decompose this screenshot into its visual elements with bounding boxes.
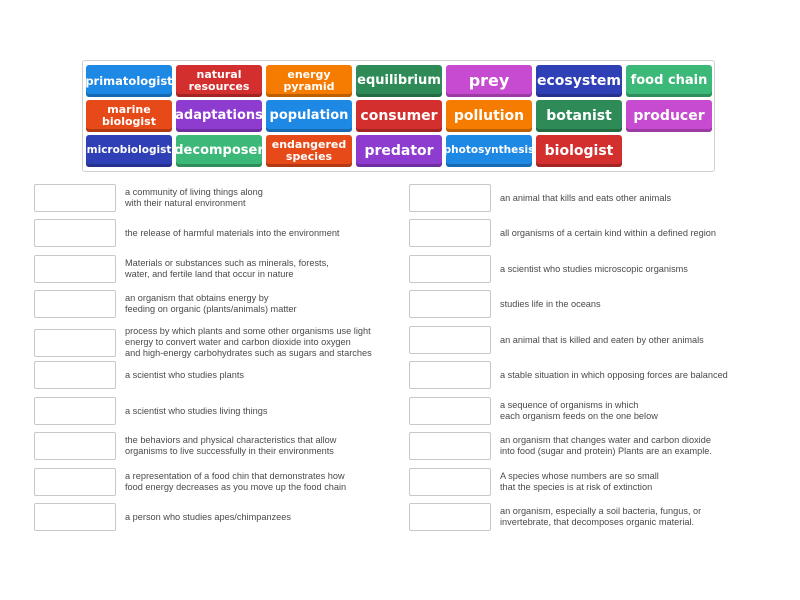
answer-drop-box[interactable]	[409, 326, 491, 354]
answer-drop-box[interactable]	[409, 184, 491, 212]
definition-text: the release of harmful materials into the environment	[125, 227, 340, 238]
answer-drop-box[interactable]	[409, 255, 491, 283]
definition-text: A species whose numbers are so small that the species is at risk of extinction	[500, 471, 659, 492]
definition-text: an animal that is killed and eaten by other animals	[500, 334, 704, 345]
definition-text: an organism that obtains energy by feeding on organic (plants/animals) matter	[125, 293, 297, 314]
answer-drop-box[interactable]	[34, 432, 116, 460]
match-row-left	[34, 503, 291, 531]
word-tile[interactable]: ecosystem	[536, 65, 622, 97]
match-row-right	[409, 503, 701, 531]
answer-drop-box[interactable]	[409, 432, 491, 460]
match-row-right	[409, 361, 728, 389]
word-tile[interactable]: equilibrium	[356, 65, 442, 97]
definition-text: a scientist who studies plants	[125, 369, 244, 380]
word-bank	[82, 60, 715, 172]
match-row-right	[409, 432, 712, 460]
word-tile[interactable]: adaptations	[176, 100, 262, 132]
match-row-left	[34, 255, 329, 283]
answer-drop-box[interactable]	[409, 361, 491, 389]
match-row-left	[34, 326, 372, 359]
definition-text: a scientist who studies living things	[125, 405, 268, 416]
definition-text: a person who studies apes/chimpanzees	[125, 511, 291, 522]
word-tile[interactable]: marine biologist	[86, 100, 172, 132]
definition-text: an organism, especially a soil bacteria, fungus, or invertebrate, that decomposes organic material.	[500, 506, 702, 527]
match-row-left	[34, 184, 263, 212]
definition-text: studies life in the oceans	[500, 298, 601, 309]
match-row-right	[409, 397, 658, 425]
match-row-right	[409, 219, 716, 247]
word-tile[interactable]: biologist	[536, 135, 622, 167]
word-tile[interactable]: prey	[446, 65, 532, 97]
word-tile[interactable]: energy pyramid	[266, 65, 352, 97]
answer-drop-box[interactable]	[409, 290, 491, 318]
match-row-left	[34, 290, 297, 318]
definition-text: a community of living things along with their natural environment	[125, 187, 263, 208]
definition-text: all organisms of a certain kind within a defined region	[500, 227, 717, 238]
word-tile[interactable]: pollution	[446, 100, 532, 132]
word-tile[interactable]: decomposer	[176, 135, 262, 167]
match-row-right	[409, 468, 659, 496]
answer-drop-box[interactable]	[34, 184, 116, 212]
match-row-left	[34, 468, 346, 496]
answer-drop-box[interactable]	[409, 397, 491, 425]
definition-text: process by which plants and some other organisms use light energy to convert water and carbon dioxide into oxygen and high-energy carbohydrates such as sugars and starches	[125, 326, 372, 358]
word-tile[interactable]: food chain	[626, 65, 712, 97]
answer-drop-box[interactable]	[34, 290, 116, 318]
word-tile[interactable]: endangered species	[266, 135, 352, 167]
answer-drop-box[interactable]	[34, 468, 116, 496]
answer-drop-box[interactable]	[34, 255, 116, 283]
answer-drop-box[interactable]	[34, 503, 116, 531]
definition-text: Materials or substances such as minerals, forests, water, and fertile land that occur in nature	[125, 258, 329, 279]
answer-drop-box[interactable]	[34, 329, 116, 357]
definition-text: an animal that kills and eats other animals	[500, 192, 672, 203]
definition-text: a scientist who studies microscopic organisms	[500, 263, 688, 274]
match-row-left	[34, 397, 267, 425]
word-tile[interactable]: botanist	[536, 100, 622, 132]
definition-text: a stable situation in which opposing forces are balanced	[500, 369, 728, 380]
word-tile[interactable]: consumer	[356, 100, 442, 132]
match-row-right	[409, 184, 671, 212]
answer-drop-box[interactable]	[409, 219, 491, 247]
word-tile[interactable]: microbiologist	[86, 135, 172, 167]
answer-drop-box[interactable]	[409, 468, 491, 496]
word-tile[interactable]: natural resources	[176, 65, 262, 97]
word-tile[interactable]: producer	[626, 100, 712, 132]
match-row-left	[34, 219, 339, 247]
definition-text: a representation of a food chin that demonstrates how food energy decreases as you move up the food chain	[125, 471, 347, 492]
word-tile[interactable]: photosynthesis	[446, 135, 532, 167]
match-row-left	[34, 432, 336, 460]
answer-drop-box[interactable]	[34, 397, 116, 425]
match-row-right	[409, 326, 704, 354]
word-tile[interactable]: population	[266, 100, 352, 132]
match-row-right	[409, 290, 601, 318]
answer-drop-box[interactable]	[34, 219, 116, 247]
definition-text: a sequence of organisms in which each organism feeds on the one below	[500, 400, 658, 421]
word-tile[interactable]: primatologist	[86, 65, 172, 97]
definition-text: an organism that changes water and carbon dioxide into food (sugar and protein) Plants are an example.	[500, 435, 712, 456]
answer-drop-box[interactable]	[409, 503, 491, 531]
definition-text: the behaviors and physical characteristics that allow organisms to live successfully in their environments	[125, 435, 337, 456]
match-row-left	[34, 361, 244, 389]
word-tile[interactable]: predator	[356, 135, 442, 167]
match-row-right	[409, 255, 688, 283]
answer-drop-box[interactable]	[34, 361, 116, 389]
